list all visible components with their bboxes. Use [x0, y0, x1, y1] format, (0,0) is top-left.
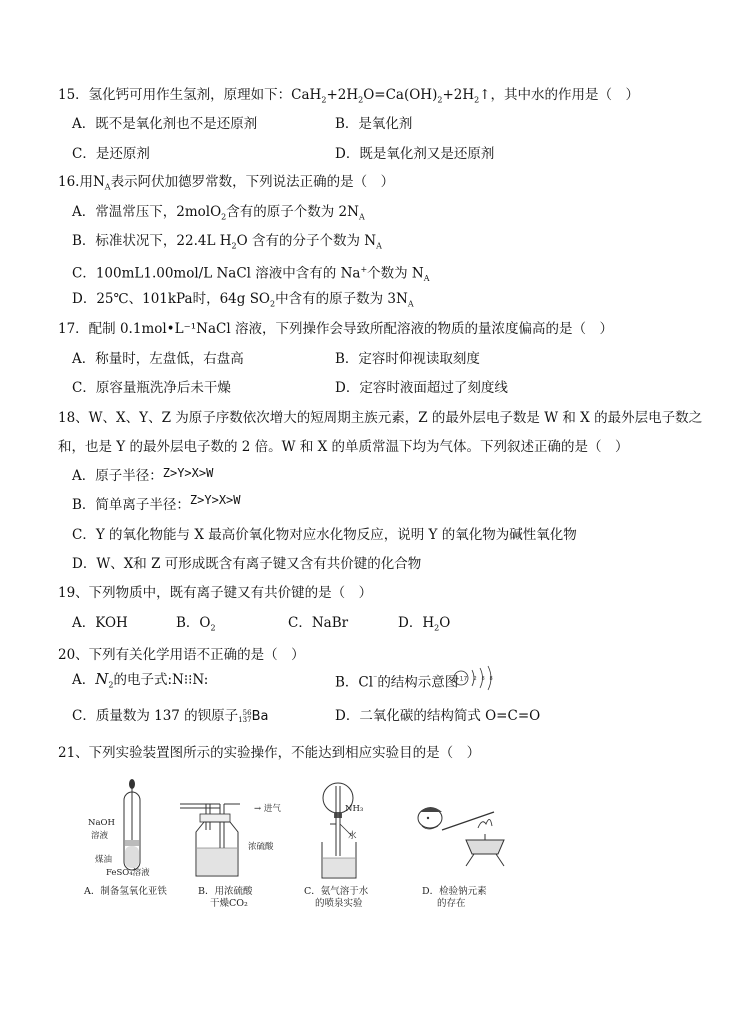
q16-option-d[interactable]: D．25℃、101kPa时，64g $SO_2$中含有的原子数为 $3N_A$ — [72, 291, 414, 309]
svg-text:+17: +17 — [454, 675, 468, 683]
q18-option-c[interactable]: C．Y 的氧化物能与 X 最高价氧化物对应水化物反应，说明 Y 的氧化物为碱性氧化物 — [72, 527, 577, 543]
q15-option-b[interactable]: B．是氧化剂 — [335, 116, 413, 132]
q17-option-d[interactable]: D．定容时液面超过了刻度线 — [335, 380, 508, 396]
label-feso4: FeSO₄溶液 — [106, 868, 150, 878]
svg-text:8: 8 — [489, 676, 493, 682]
q16-option-b[interactable]: B．标准状况下，22.4L $H_2O$ 含有的分子个数为 $N_A$ — [72, 233, 382, 251]
q17-option-b[interactable]: B．定容时仰视读取刻度 — [335, 351, 480, 367]
q20-option-a[interactable]: A．$N_2$的电子式:N⁝⁝N: — [72, 670, 209, 690]
q15-option-a[interactable]: A．既不是氧化剂也不是还原剂 — [72, 116, 258, 132]
label-meiyou: 煤油 — [95, 855, 113, 865]
q18-option-d[interactable]: D．W、X和 Z 可形成既含有离子键又含有共价键的化合物 — [72, 556, 422, 572]
q20-option-d[interactable]: D．二氧化碳的结构简式 O=C=O — [335, 708, 541, 724]
q15-option-d[interactable]: D．既是氧化剂又是还原剂 — [335, 146, 495, 162]
q18-stem-line2: 和，也是 Y 的最外层电子数的 2 倍。W 和 X 的单质常温下均为气体。下列叙述正确的是（ ） — [58, 439, 629, 455]
q16-stem: 16.用$N_A$表示阿伏加德罗常数，下列说法正确的是（ ） — [58, 174, 395, 192]
q21-stem: 21、下列实验装置图所示的实验操作，不能达到相应实验目的是（ ） — [58, 745, 481, 761]
q20-option-b[interactable]: B．Cl⁻的结构示意图 — [335, 674, 459, 691]
label-nongliusuan: 浓硫酸 — [248, 842, 274, 852]
caption-c2: 的喷泉实验 — [315, 898, 363, 909]
caption-b2: 干燥CO₂ — [210, 898, 248, 909]
label-jinqi: → 进气 — [254, 804, 281, 814]
q20-option-c[interactable]: C．质量数为 137 的钡原子 56 137 Ba — [72, 708, 269, 724]
chloride-ion-structure-diagram — [452, 664, 496, 692]
figure-d-apparatus — [408, 800, 508, 872]
caption-d1: D．检验钠元素 — [422, 886, 487, 897]
caption-a: A．制备氢氧化亚铁 — [84, 886, 167, 897]
q17-option-c[interactable]: C．原容量瓶洗净后未干燥 — [72, 380, 231, 396]
q19-option-b[interactable]: B．$O_2$ — [176, 615, 216, 633]
svg-text:8: 8 — [481, 676, 485, 682]
label-rongye: 溶液 — [91, 831, 109, 841]
caption-c1: C．氨气溶于水 — [304, 886, 369, 897]
q16-option-c[interactable]: C．100mL1.00mol/L NaCl 溶液中含有的 Na+个数为 $N_A$ — [72, 265, 430, 284]
q18-stem-line1: 18、W、X、Y、Z 为原子序数依次增大的短周期主族元素，Z 的最外层电子数是 W 和 X 的最外层电子数之 — [58, 410, 703, 426]
caption-b1: B．用浓硫酸 — [198, 886, 253, 897]
q19-stem: 19、下列物质中，既有离子键又有共价键的是（ ） — [58, 585, 373, 601]
figure-c-apparatus — [312, 780, 376, 884]
label-shui: 水 — [348, 831, 357, 841]
q18-option-b[interactable]: B．简单离子半径：Z>Y>X>W — [72, 493, 241, 513]
q20-stem: 20、下列有关化学用语不正确的是（ ） — [58, 647, 305, 663]
q17-stem: 17．配制 0.1mol•L⁻¹NaCl 溶液，下列操作会导致所配溶液的物质的量浓度偏高的是（ ） — [58, 321, 613, 337]
q17-option-a[interactable]: A．称量时，左盘低，右盘高 — [72, 351, 244, 367]
label-nh3: NH₃ — [345, 804, 364, 814]
q15-option-c[interactable]: C．是还原剂 — [72, 146, 150, 162]
svg-text:2: 2 — [473, 676, 477, 682]
q19-option-c[interactable]: C．NaBr — [288, 615, 349, 631]
q18-option-a[interactable]: A．原子半径：Z>Y>X>W — [72, 466, 214, 484]
caption-d2: 的存在 — [437, 898, 466, 909]
figure-a-apparatus — [110, 778, 170, 878]
q15-stem: 15．氢化钙可用作生氢剂，原理如下：$CaH_2+2H_2O=Ca(OH)_2+2H_2↑$，其中水的作用是（ ） — [58, 87, 640, 105]
figure-b-apparatus — [176, 796, 256, 880]
label-naoh: NaOH — [88, 818, 115, 828]
q19-option-a[interactable]: A．KOH — [72, 615, 128, 631]
q16-option-a[interactable]: A．常温常压下，2molO$_2$含有的原子个数为 $2N_A$ — [72, 204, 365, 222]
q19-option-d[interactable]: D．$H_2O$ — [398, 615, 451, 633]
